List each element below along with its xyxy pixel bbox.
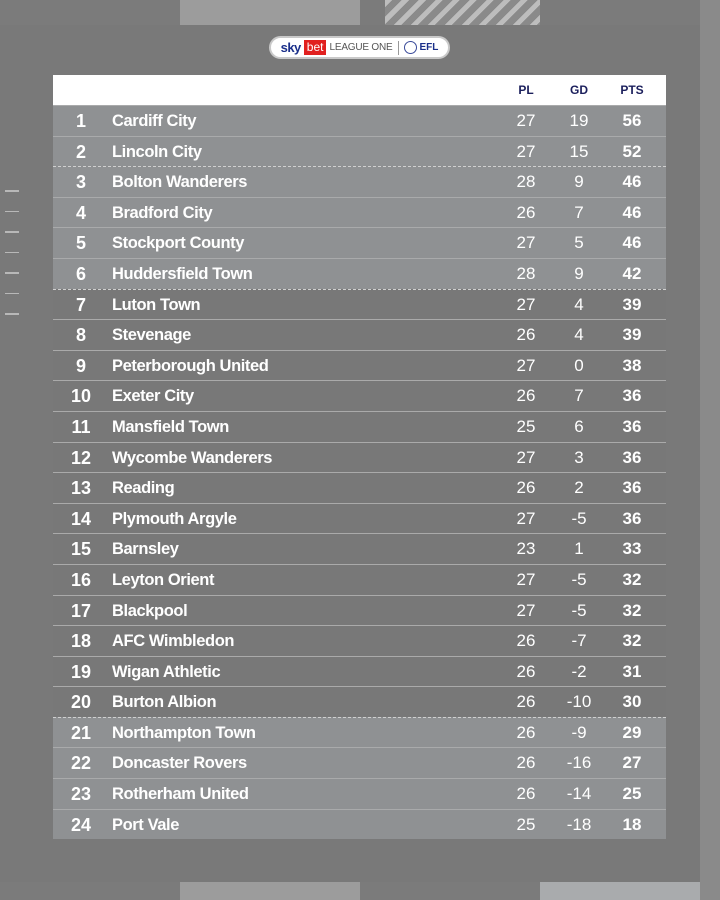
team-name: Peterborough United [112, 356, 269, 375]
goal-diff: -14 [566, 784, 592, 804]
table-row [53, 778, 666, 809]
team-name: Luton Town [112, 295, 201, 314]
position: 7 [75, 294, 86, 315]
played: 26 [516, 753, 536, 773]
league-logo [269, 36, 450, 59]
table-row [53, 319, 666, 350]
position: 4 [75, 202, 86, 223]
team-name: Blackpool [112, 601, 188, 620]
points: 39 [622, 294, 642, 314]
table-row [53, 564, 666, 595]
played: 26 [516, 692, 536, 712]
table-row [53, 747, 666, 778]
played: 26 [516, 202, 536, 222]
points: 32 [622, 631, 642, 651]
team-name: Stockport County [112, 234, 245, 253]
table-row [53, 442, 666, 473]
goal-diff: 6 [574, 416, 584, 436]
team-name: Exeter City [112, 387, 194, 406]
team-name: Wycombe Wanderers [112, 448, 273, 467]
sponsor-sky: sky [280, 40, 301, 55]
team-name: Lincoln City [112, 142, 202, 161]
played: 26 [516, 386, 536, 406]
table-row [53, 472, 666, 503]
points: 46 [622, 233, 642, 253]
table-row [53, 227, 666, 258]
background-shape [180, 0, 360, 25]
table-header [53, 75, 666, 105]
table-row [53, 166, 666, 197]
table-row [53, 105, 666, 136]
position: 24 [70, 814, 92, 835]
played: 26 [516, 661, 536, 681]
played: 25 [516, 814, 536, 834]
position: 12 [70, 447, 92, 468]
goal-diff: 4 [574, 294, 584, 314]
position: 9 [75, 355, 86, 376]
header-played: PL [518, 83, 534, 97]
team-name: Huddersfield Town [112, 264, 253, 283]
goal-diff: 19 [569, 111, 589, 130]
goal-diff: -10 [566, 692, 592, 712]
table-row [53, 625, 666, 656]
goal-diff: 4 [574, 325, 584, 345]
played: 26 [516, 325, 536, 345]
goal-diff: 9 [574, 172, 584, 192]
team-name: Barnsley [112, 540, 179, 559]
table-row [53, 717, 666, 748]
table-row [53, 350, 666, 381]
points: 27 [622, 753, 642, 773]
team-name: Northampton Town [112, 723, 256, 742]
position: 5 [75, 233, 86, 254]
header-points: PTS [620, 83, 644, 97]
background-shape [180, 880, 360, 900]
played: 27 [516, 508, 536, 528]
position: 10 [70, 386, 92, 407]
points: 36 [622, 416, 642, 436]
table-row [53, 258, 666, 289]
table-row [53, 136, 666, 167]
team-name: Bradford City [112, 203, 213, 222]
played: 27 [516, 233, 536, 253]
goal-diff: 9 [574, 263, 584, 283]
table-row [53, 503, 666, 534]
played: 27 [516, 355, 536, 375]
team-name: AFC Wimbledon [112, 632, 235, 651]
team-name: Burton Albion [112, 693, 217, 712]
played: 26 [516, 478, 536, 498]
position: 21 [70, 722, 92, 743]
goal-diff: 2 [574, 478, 584, 498]
points: 36 [622, 508, 642, 528]
team-name: Rotherham United [112, 785, 249, 804]
points: 46 [622, 202, 642, 222]
points: 30 [622, 692, 642, 712]
header-goal-diff: GD [570, 83, 588, 97]
goal-diff: 7 [574, 202, 584, 222]
position: 2 [75, 141, 86, 162]
position: 11 [71, 416, 91, 437]
decorative-ticks [5, 190, 19, 334]
played: 25 [516, 416, 536, 436]
position: 1 [75, 111, 86, 131]
points: 52 [622, 141, 642, 161]
position: 17 [70, 600, 92, 621]
played: 28 [516, 263, 536, 283]
table-body [53, 105, 666, 839]
efl-badge-icon [404, 41, 417, 54]
position: 3 [75, 172, 86, 193]
position: 13 [70, 478, 92, 499]
points: 31 [622, 661, 642, 681]
team-name: Bolton Wanderers [112, 173, 248, 192]
table-row [53, 380, 666, 411]
played: 27 [516, 111, 536, 130]
position: 20 [70, 692, 92, 713]
team-name: Leyton Orient [112, 570, 215, 589]
team-name: Wigan Athletic [112, 662, 221, 681]
played: 27 [516, 447, 536, 467]
points: 36 [622, 447, 642, 467]
points: 39 [622, 325, 642, 345]
position: 8 [75, 325, 86, 346]
played: 27 [516, 141, 536, 161]
goal-diff: -5 [571, 600, 587, 620]
points: 42 [622, 263, 642, 283]
points: 25 [622, 784, 642, 804]
goal-diff: 15 [569, 141, 589, 161]
background-strip [700, 0, 720, 900]
table-row [53, 289, 666, 320]
played: 27 [516, 294, 536, 314]
team-name: Port Vale [112, 815, 180, 834]
played: 23 [516, 539, 536, 559]
org-name: EFL [419, 42, 439, 53]
league-table [53, 75, 666, 839]
points: 32 [622, 600, 642, 620]
team-name: Cardiff City [112, 112, 197, 130]
played: 26 [516, 722, 536, 742]
goal-diff: 7 [574, 386, 584, 406]
sponsor-bet: bet [304, 40, 327, 55]
table-row [53, 686, 666, 717]
played: 26 [516, 631, 536, 651]
team-name: Doncaster Rovers [112, 754, 247, 773]
goal-diff: -2 [571, 661, 587, 681]
background-stripes [385, 0, 540, 25]
points: 29 [622, 722, 642, 742]
logo-divider [398, 41, 399, 55]
goal-diff: 0 [574, 355, 584, 375]
points: 36 [622, 386, 642, 406]
goal-diff: 1 [574, 539, 584, 559]
goal-diff: -5 [571, 569, 587, 589]
table-row [53, 656, 666, 687]
table-row [53, 533, 666, 564]
goal-diff: -16 [566, 753, 592, 773]
played: 27 [516, 569, 536, 589]
position: 15 [70, 539, 92, 560]
points: 18 [622, 814, 642, 834]
table-row [53, 197, 666, 228]
points: 38 [622, 355, 642, 375]
position: 23 [70, 784, 92, 805]
played: 28 [516, 172, 536, 192]
table-row [53, 809, 666, 840]
points: 56 [622, 111, 642, 130]
position: 16 [70, 569, 92, 590]
goal-diff: 5 [574, 233, 584, 253]
goal-diff: 3 [574, 447, 584, 467]
played: 26 [516, 784, 536, 804]
position: 18 [70, 631, 92, 652]
goal-diff: -5 [571, 508, 587, 528]
table-row [53, 595, 666, 626]
team-name: Reading [112, 479, 175, 498]
played: 27 [516, 600, 536, 620]
points: 32 [622, 569, 642, 589]
points: 33 [622, 539, 642, 559]
position: 6 [75, 263, 86, 284]
goal-diff: -7 [571, 631, 587, 651]
background-shape [540, 880, 700, 900]
goal-diff: -18 [566, 814, 592, 834]
position: 22 [70, 753, 92, 774]
table-row [53, 411, 666, 442]
position: 14 [70, 508, 92, 529]
goal-diff: -9 [571, 722, 587, 742]
team-name: Stevenage [112, 326, 191, 345]
team-name: Mansfield Town [112, 417, 229, 436]
team-name: Plymouth Argyle [112, 509, 237, 528]
position: 19 [70, 661, 92, 682]
league-name: LEAGUE ONE [329, 42, 393, 53]
points: 36 [622, 478, 642, 498]
points: 46 [622, 172, 642, 192]
